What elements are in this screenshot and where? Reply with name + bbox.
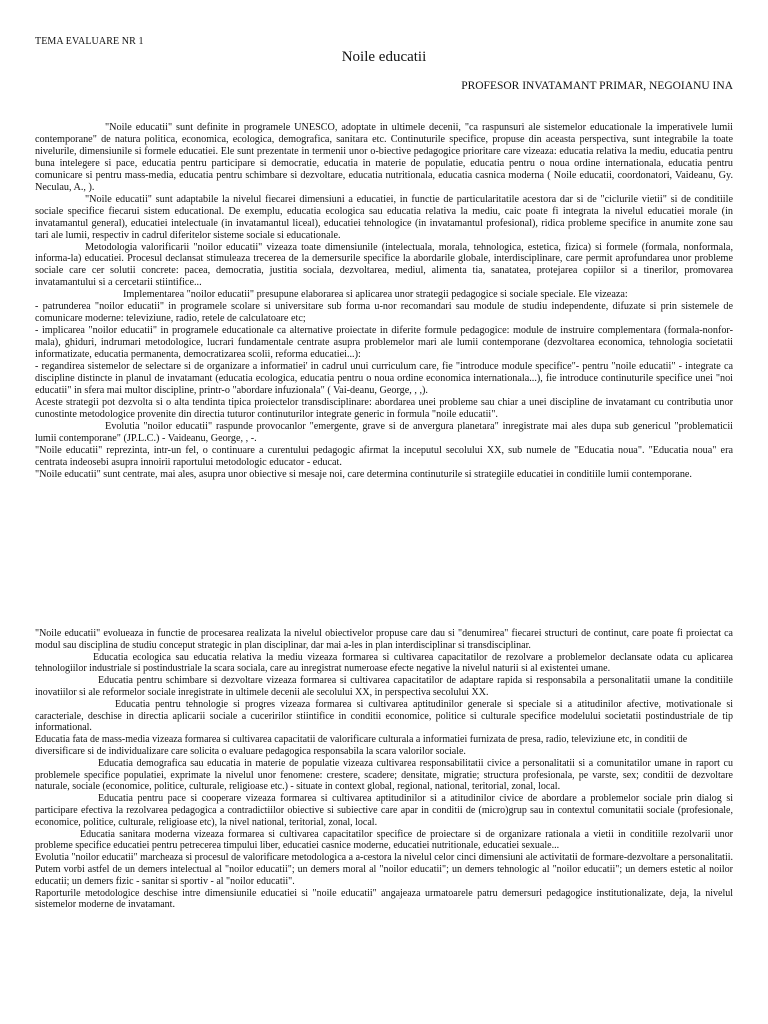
paragraph: "Noile educatii" evolueaza in functie de procesarea realizata la nivelul obiectivelor propuse care dau si "denumirea" fiecarei structuri de continut, care poate fi proiectat ca modul sau disciplina de studiu conceput strategic in plan disciplinar, dar mai a-les in plan interdisciplinar si transdisciplinar. — [35, 628, 733, 651]
paragraph: Educatia pentru schimbare si dezvoltare vizeaza formarea si cultivarea capacitatilor de adaptare rapida si responsabila a personalitatii umane la conditiile inovatiilor si ale reformelor sociale inregistrate in ultimele decenii ale secolului XX, in perspectiva secolului XX. — [35, 675, 733, 698]
paragraph: Aceste strategii pot dezvolta si o alta tendinta tipica proiectelor transdisciplinare: abordarea unei probleme sau chiar a unei discipline de invatamant cu contributia unor cunostinte metodologice provenite din directia tuturor continuturilor integrate generic in formula "noile educatii". — [35, 396, 733, 420]
document-title: Noile educatii — [341, 49, 427, 65]
paragraph: Educatia fata de mass-media vizeaza formarea si cultivarea capacitatii de valorificare culturala a informatiei furnizata de presa, radio, televiziune etc, in conditii de — [35, 734, 688, 746]
paragraph: "Noile educatii" sunt adaptabile la nivelul fiecarei dimensiuni a educatiei, in functie de particularitatile acestora dar si de "ciclurile vietii" si de conditiile sociale specifice fiecarui sistem educational. De exemplu, educatia ecologica sau educatia relativa la mediu, caic poate fi integrata la nivelul educatiei morale (in invatamantul general), educatiei intelectuale (in invatamantul liceal), educatiei tehnologice (in invatamantul profesional), ridica probleme specifice in anumite zone sau tari ale lumii, respectiv in cadrul diferitelor sisteme sociale si educationale. — [35, 193, 733, 241]
paragraph: Educatia sanitara moderna vizeaza formarea si cultivarea capacitatilor specifice de proiectare si de organizare rationala a vietii in conditiile rezolvarii unor probleme specifice educatiei pentru petrecerea timpului liber, educatiei casnice moderne, educatiei nutritionale, educatiei sexuale... — [35, 828, 733, 852]
paragraph: Raporturile metodologice deschise intre dimensiunile educatiei si "noile educatii" angajeaza urmatoarele patru demersuri pedagogice institutionalizate, deja, la nivelul sistemelor moderne de invatamant. — [35, 887, 733, 911]
paragraph: Educatia demografica sau educatia in materie de populatie vizeaza cultivarea responsabilitatii civice a personalitatii si a comunitatilor umane in raport cu problemele specifice populatiei, exprimate la nivelul unor fenomene: crestere, scadere; densitate, migratie; structura profesionala, pe varste, sex; conditii de dezvoltare naturale, sociale (economice, politice, culturale, religioase etc.) - situate in context global, regional, national, teritorial, zonal, local. — [35, 757, 733, 793]
paragraph: "Noile educatii" sunt definite in programele UNESCO, adoptate in ultimele decenii, "ca raspunsuri ale sistemelor educationale la imperativele lumii contemporane" de natura politica, economica, ecologica, demografica, sanitara etc. Continuturile specifice, propuse din aceasta perspectiva, sunt integrabile la toate nivelurile, dimensiunile si formele educatiei. Ele sunt prezentate in termenii unor o-biective pedagogice prioritare care vizeaza: educatia relativa la mediu, educatia pentru buna intelegere si pace, educatia pentru participare si democratie, educatia in materie de populatie, educatia pentru o noua ordine internationala, educatia pentru comunicare si pentru mass-media, educatia pentru schimbare si dezvoltare, educatia nutritionala, educatia casnica moderna ( Noile educatii, coordonatori, Vaideanu, Gy. Neculau, A., ). — [35, 122, 733, 193]
author-line: PROFESOR INVATAMANT PRIMAR, NEGOIANU INA — [461, 80, 733, 92]
paragraph: "Noile educatii" sunt centrate, mai ales, asupra unor obiective si mesaje noi, care determina continuturile si strategiile educatiei in conditiile lumii contemporane. — [35, 468, 692, 480]
paragraph: Educatia pentru tehnologie si progres vizeaza formarea si cultivarea aptitudinilor generale si speciale si a atitudinilor afective, motivationale si caracteriale, deschise in directia aplicarii sociale a cuceririlor stiintifice in conditii economice, politice si culturale specifice modelului societatii postindustriale de tip informational. — [35, 698, 733, 734]
paragraph: Metodologia valorificarii "noilor educatii" vizeaza toate dimensiunile (intelectuala, morala, tehnologica, estetica, fizica) si formele (formala, nonformala, informa-la) educatiei. Procesul declansat stimuleaza trecerea de la demersurile specifice la abordarile globale, interdisciplinare, care permit aprofundarea unor probleme sociale care cer solutii concrete: pacea, democratia, justitia sociala, dezvoltarea, mediul, alimenta tia, sanatatea, protejarea copiilor si a tinerilor, promovarea invatamantului si a cercetarii stiintifice... — [35, 241, 733, 289]
assignment-label: TEMA EVALUARE NR 1 — [35, 36, 144, 47]
paragraph: - regandirea sistemelor de selectare si de organizare a informatiei' in cadrul unui curriculum care, fie "introduce module specifice"- pentru "noile educatii" - integrate ca discipline distincte in planul de invatamant (educatia ecologica, educatia pentru o noua ordine economica internationala...), fie introduce continuturile specifice unei "noi educatii" in sfera mai multor discipline, printr-o "abordare infuzionala" ( Vai-deanu, George, , ,). — [35, 361, 733, 396]
section-1 — [35, 122, 733, 481]
paragraph: - implicarea "noilor educatii" in programele educationale ca alternative proiectate in diferite formule pedagogice: module de instruire complementara (formala-nonfor-mala), ghiduri, indrumari metodologice, lucrari fundamentale centrate asupra problemelor mari ale lumii contemporane (dezvoltarea economica, tehnologia societatii informatizate, educatia permanenta, democratizarea scolii, reforma educatiei...): — [35, 325, 733, 361]
paragraph: - patrunderea "noilor educatii" in programele scolare si universitare sub forma u-nor recomandari sau module de studiu independente, difuzate si prin sistemele de comunicare moderne: televiziune, radio, retele de calculatoare etc; — [35, 301, 733, 325]
paragraph: Implementarea "noilor educatii" presupune elaborarea si aplicarea unor strategii pedagogice si sociale speciale. Ele vizeaza: — [123, 289, 628, 301]
paragraph: Evolutia "noilor educatii" raspunde provocanlor "emergente, grave si de anvergura planetara" inregistrate mai ales dupa sub genericul "problematicii lumii contemporane" (JP.L.C.) - Vaideanu, George, , -. — [35, 420, 733, 444]
paragraph: Educatia ecologica sau educatia relativa la mediu vizeaza formarea si cultivarea capacitatilor de rezolvare a problemelor declansate odata cu aplicarea tehnologiilor industriale si postindustriale la scara sociala, care au inregistrat numeroase efecte negative la nivelul naturii si al existentei umane. — [35, 651, 733, 675]
paragraph: diversificare si de individualizare care solicita o evaluare pedagogica responsabila la scara valorilor sociale. — [35, 745, 466, 757]
paragraph: Evolutia "noilor educatii" marcheaza si procesul de valorificare metodologica a a-cestora la nivelul celor cinci dimensiuni ale activitatii de formare-dezvoltare a personalitatii. Putem vorbi astfel de un demers intelectual al "noilor educatii"; un demers moral al "noilor educatii"; un demers tehnologic al "noilor educatii"; un demers estetic al noilor educatii; un demers fizic - sanitar si sportiv - al "noilor educatii". — [35, 852, 733, 887]
section-2 — [35, 628, 733, 911]
paragraph: Educatia pentru pace si cooperare vizeaza formarea si cultivarea aptitudinilor si a atitudinilor civice de abordare a problemelor sociale prin dialog si participare efectiva la rezolvarea pedagogica a contradictiilor obiective si subiective care apar in conditii de (micro)grup sau in contextul comunitatii sociale (profesionale, economice, politice, culturale, religioase etc), la nivel national, teritorial, zonal, local. — [35, 793, 733, 828]
paragraph: "Noile educatii" reprezinta, intr-un fel, o continuare a curentului pedagogic afirmat la inceputul secolului XX, sub numele de "Educatia noua". "Educatia noua" era centrata indeosebi asupra innoirii raportului metodologic educator - educat. — [35, 444, 733, 468]
